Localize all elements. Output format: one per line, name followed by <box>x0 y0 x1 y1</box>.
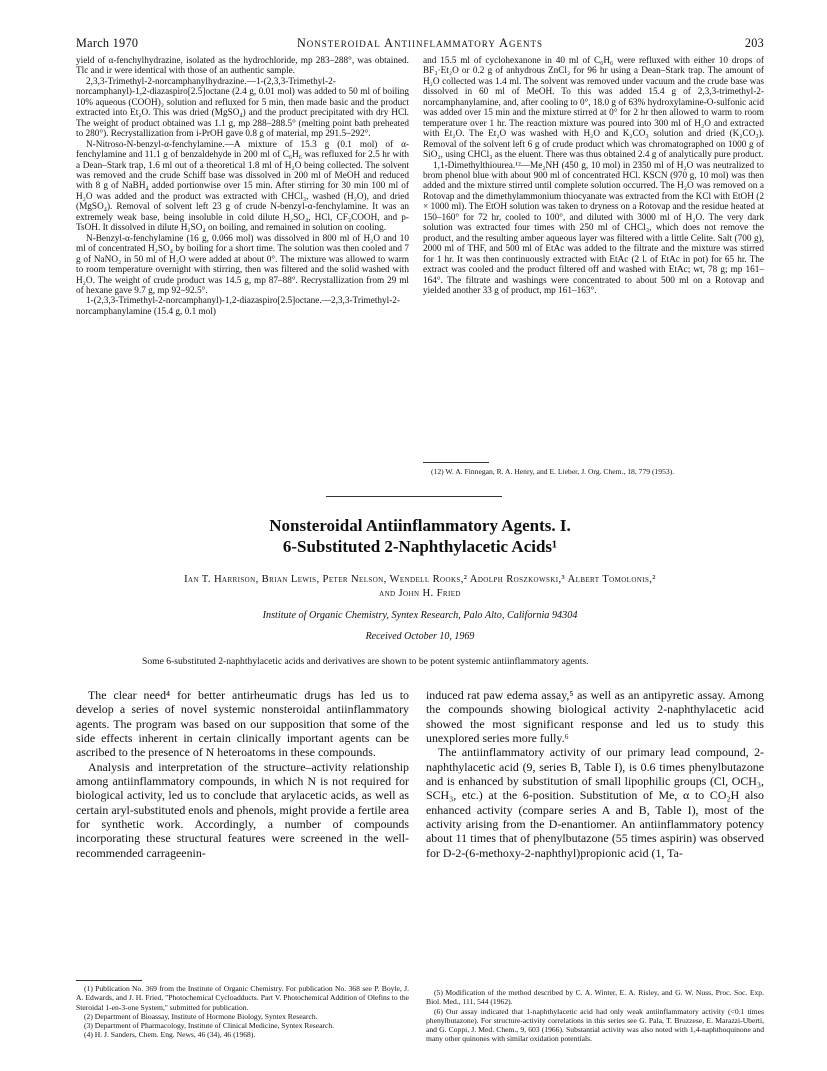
authors-line2: and John H. Fried <box>379 587 461 599</box>
paragraph: 1,1-Dimethylthiourea.¹²—Me₂NH (450 g, 10 mol) in 2350 ml of H₂O was neutralized to brom phenol blue with about 900 ml of concentrated HCl. KSCN (970 g, 10 mol) was then added and the mixture stirred until complete solution occurred. The H₂O was removed on a Rotovap and the dimethylammonium thiocyanate was extracted from the KCl with EtOH (2 × 1000 ml). The EtOH solution was taken to dryness on a Rotovap and the residue heated at 150–160° for 72 hr, cooled to 100°, and diluted with 3000 ml of H₂O. The very dark solution was extracted four times with 250 ml of CHCl₃, which does not remove the product, and the resulting amber aqueous layer was filtered with a little Celite. Salt (700 g), 2000 ml of THF, and 500 ml of EtAc was added to the filtrate and the mixture was stirred for 1 hr. It was then continuously extracted with EtAc (2 l. of EtAc in pot) for 65 hr. The extract was cooled and the product filtered off and washed with EtAc; wt, 78 g; mp 161–164°. The filtrate and washings were concentrated to about 500 ml on a Rotovap and yielded another 33 g of product, mp 161–163°. <box>423 160 764 296</box>
footnote-2: (2) Department of Bioassay, Institute of Hormone Biology, Syntex Research. <box>84 1011 318 1021</box>
footnote-6: (6) Our assay indicated that 1-naphthylacetic acid had only weak antiinflammatory activity (<0.1 times phenylbutazone). For structure-activity correlations in this series see G. Pala, T. Bruzzese, E. Marazzi-Uberti, and G. Coppi, J. Med. Chem., 9, 603 (1966). Substantial activity was also noted with 1,4-naphthoquinone and many other quinones with similar oxidation potentials. <box>426 1006 764 1044</box>
footnote-divider <box>423 462 489 463</box>
paragraph: 2,3,3-Trimethyl-2-norcamphanylhydrazine.—1-(2,3,3-Trimethyl-2-norcamphanyl)-1,2-diazaspiro[2.5]octane (2.4 g, 0.01 mol) was added to 50 ml of boiling 10% aqueous (COOH)₂ solution and refluxed for 5 min, then made basic and the product extracted into Et₂O. This was dried (MgSO₄) and the product precipitated with dry HCl. The weight of product obtained was 1.1 g, mp 288–288.5° (melting point bath preheated to 280°). Recrystallization from i-PrOH gave 0.8 g of material, mp 291.5–292°. <box>76 76 409 140</box>
body-left-column <box>76 688 409 860</box>
article-received-date: Received October 10, 1969 <box>365 631 475 642</box>
paragraph: Analysis and interpretation of the structure–activity relationship among antiinflammatory compounds, in which N is not required for biological activity, led us to conclude that arylacetic acids, as well as certain aryl-substituted enols and phenols, might provide a fertile area for synthetic work. Accordingly, a number of compounds incorporating these structural features were screened in the well-recommended carrageenin- <box>76 759 409 860</box>
paragraph: The clear need⁴ for better antirheumatic drugs has led us to develop a series of novel systemic nonsteroidal antiinflammatory agents. The program was based on our supposition that some of the side effects inherent in certain clinically important agents can be ascribed to the presence of N heteroatoms in these compounds. <box>76 688 409 760</box>
footnote-divider <box>76 980 142 981</box>
article-abstract: Some 6-substituted 2-naphthylacetic acids and derivatives are shown to be potent systemic antiinflammatory agents. <box>142 656 589 667</box>
article-title-line1: Nonsteroidal Antiinflammatory Agents. I. <box>269 516 571 535</box>
footnote-3: (3) Department of Pharmacology, Institute of Clinical Medicine, Syntex Research. <box>84 1021 335 1031</box>
paragraph: and 15.5 ml of cyclohexanone in 40 ml of C₆H₆ were refluxed with either 10 drops of BF₃·Et₂O or 0.2 g of anhydrous ZnCl₂ for 96 hr using a Dean–Stark trap. The amount of H₂O collected was 1.4 ml. The solvent was removed under vacuum and the crude base was dissolved in 60 ml of MeOH. To this was added 15.4 g of 2,3,3-trimethyl-2-norcamphanylamine, and, after cooling to 0°, 18.0 g of 63% hydroxylamine-O-sulfonic acid was added over 15 min and the mixture stirred at 0° for 2 hr then allowed to warm to room temperature over 1 hr. The reaction mixture was poured into 300 ml of H₂O and extracted with Et₂O. The Et₂O was washed with H₂O and K₂CO₃ solution and dried (K₂CO₃). Removal of the solvent left 6 g of crude product which was chromatographed on 1000 g of SiO₂, using CHCl₃ as the eluent. There was thus obtained 2.4 g of analytically pure product. <box>423 56 764 161</box>
running-head <box>76 36 764 52</box>
article-institution: Institute of Organic Chemistry, Syntex Research, Palo Alto, California 94304 <box>262 610 578 621</box>
header-journal-title: Nonsteroidal Antiinflammatory Agents <box>297 36 543 50</box>
top-footnote-block <box>423 462 764 476</box>
footnotes-left <box>76 980 409 1040</box>
footnote-12: (12) W. A. Finnegan, R. A. Henry, and E. Lieber, J. Org. Chem., 18, 779 (1953). <box>431 467 675 476</box>
authors-line1: Ian T. Harrison, Brian Lewis, Peter Nelson, Wendell Rooks,² Adolph Roszkowski,³ Albert Tomolonis,² <box>184 574 656 585</box>
footnote-1: (1) Publication No. 369 from the Institute of Organic Chemistry. For publication No. 368 see P. Boyle, J. A. Edwards, and J. H. Fried, "Photochemical Cycloadducts. Part V. Photochemical Addition of Olefins to the Steroidal 1-en-3-one System," submitted for publication. <box>76 984 409 1012</box>
header-date: March 1970 <box>76 36 139 50</box>
top-left-column <box>76 56 409 317</box>
body-right-column <box>426 688 764 860</box>
article-separator <box>326 496 502 497</box>
paragraph: induced rat paw edema assay,⁵ as well as an antipyretic assay. Among the compounds showing biological activity 2-naphthylacetic acid showed the most significant response and led us to study this unexplored series more fully.⁶ <box>426 688 764 746</box>
top-right-column <box>423 56 764 296</box>
paragraph: N-Nitroso-N-benzyl-α-fenchylamine.—A mixture of 15.3 g (0.1 mol) of α-fenchylamine and 11.1 g of benzaldehyde in 200 ml of C₆H₆ was refluxed for 2.5 hr with a Dean–Stark trap, 1.6 ml out of a theoretical 1.8 ml of H₂O being collected. The solvent was removed and the crude Schiff base was dissolved in 200 ml of MeOH and reduced with 8 g of NaBH₄ added portionwise over 15 min. After stirring for 30 min 100 ml of H₂O was added and the product was extracted with CHCl₃, washed (H₂O), and dried (MgSO₄). Removal of solvent left 23 g of crude N-benzyl-α-fenchylamine. It was an extremely weak base, being insoluble in cold dilute H₂SO₄, HCl, CF₃COOH, and p-TsOH. It dissolved in dilute H₂SO₄ on boiling, and remained in solution on cooling. <box>76 139 409 234</box>
footnote-5: (5) Modification of the method described by C. A. Winter, E. A. Risley, and G. W. Nuss, Proc. Soc. Exp. Biol. Med., 111, 544 (1962). <box>426 988 764 1007</box>
header-page-number: 203 <box>744 36 764 50</box>
paragraph: The antiinflammatory activity of our primary lead compound, 2-naphthylacetic acid (9, series B, Table I), is 0.6 times phenylbutazone and is enhanced by substitution of small lipophilic groups (Cl, OCH₃, SCH₃, etc.) at the 6-position. Substitution of Me, α to CO₂H also enhanced activity (compare series A and B, Table I), most of the activity arising from the D-enantiomer. An antiinflammatory potency about 11 times that of phenylbutazone (55 times aspirin) was observed for D-2-(6-methoxy-2-naphthyl)propionic acid (1, Ta- <box>426 745 764 860</box>
paragraph: 1-(2,3,3-Trimethyl-2-norcamphanyl)-1,2-diazaspiro[2.5]octane.—2,3,3-Trimethyl-2-norcamphanylamine (15.4 g, 0.1 mol) <box>76 296 400 317</box>
article-authors <box>76 573 764 600</box>
footnote-4: (4) H. J. Sanders, Chem. Eng. News, 46 (34), 46 (1968). <box>84 1030 256 1040</box>
paragraph: N-Benzyl-α-fenchylamine (16 g, 0.066 mol) was dissolved in 800 ml of H₂O and 10 ml of concentrated H₂SO₄ by boiling for a short time. The solution was then cooled and 7 g of NaNO₂ in 50 ml of H₂O were added at about 0°. The mixture was allowed to warm to room temperature overnight with stirring, then was filtered and the solid washed with H₂O. The weight of crude product was 14.5 g, mp 87–88°. Recrystallization from 29 ml of hexane gave 9.7 g, mp 92–92.5°. <box>76 233 409 296</box>
paragraph: yield of α-fenchylhydrazine, isolated as the hydrochloride, mp 283–288°, was obtained. Tlc and ir were identical with those of an authentic sample. <box>76 56 409 77</box>
article-title <box>76 515 764 557</box>
article-title-line2: 6-Substituted 2-Naphthylacetic Acids¹ <box>282 537 558 556</box>
footnotes-right <box>426 988 764 1044</box>
